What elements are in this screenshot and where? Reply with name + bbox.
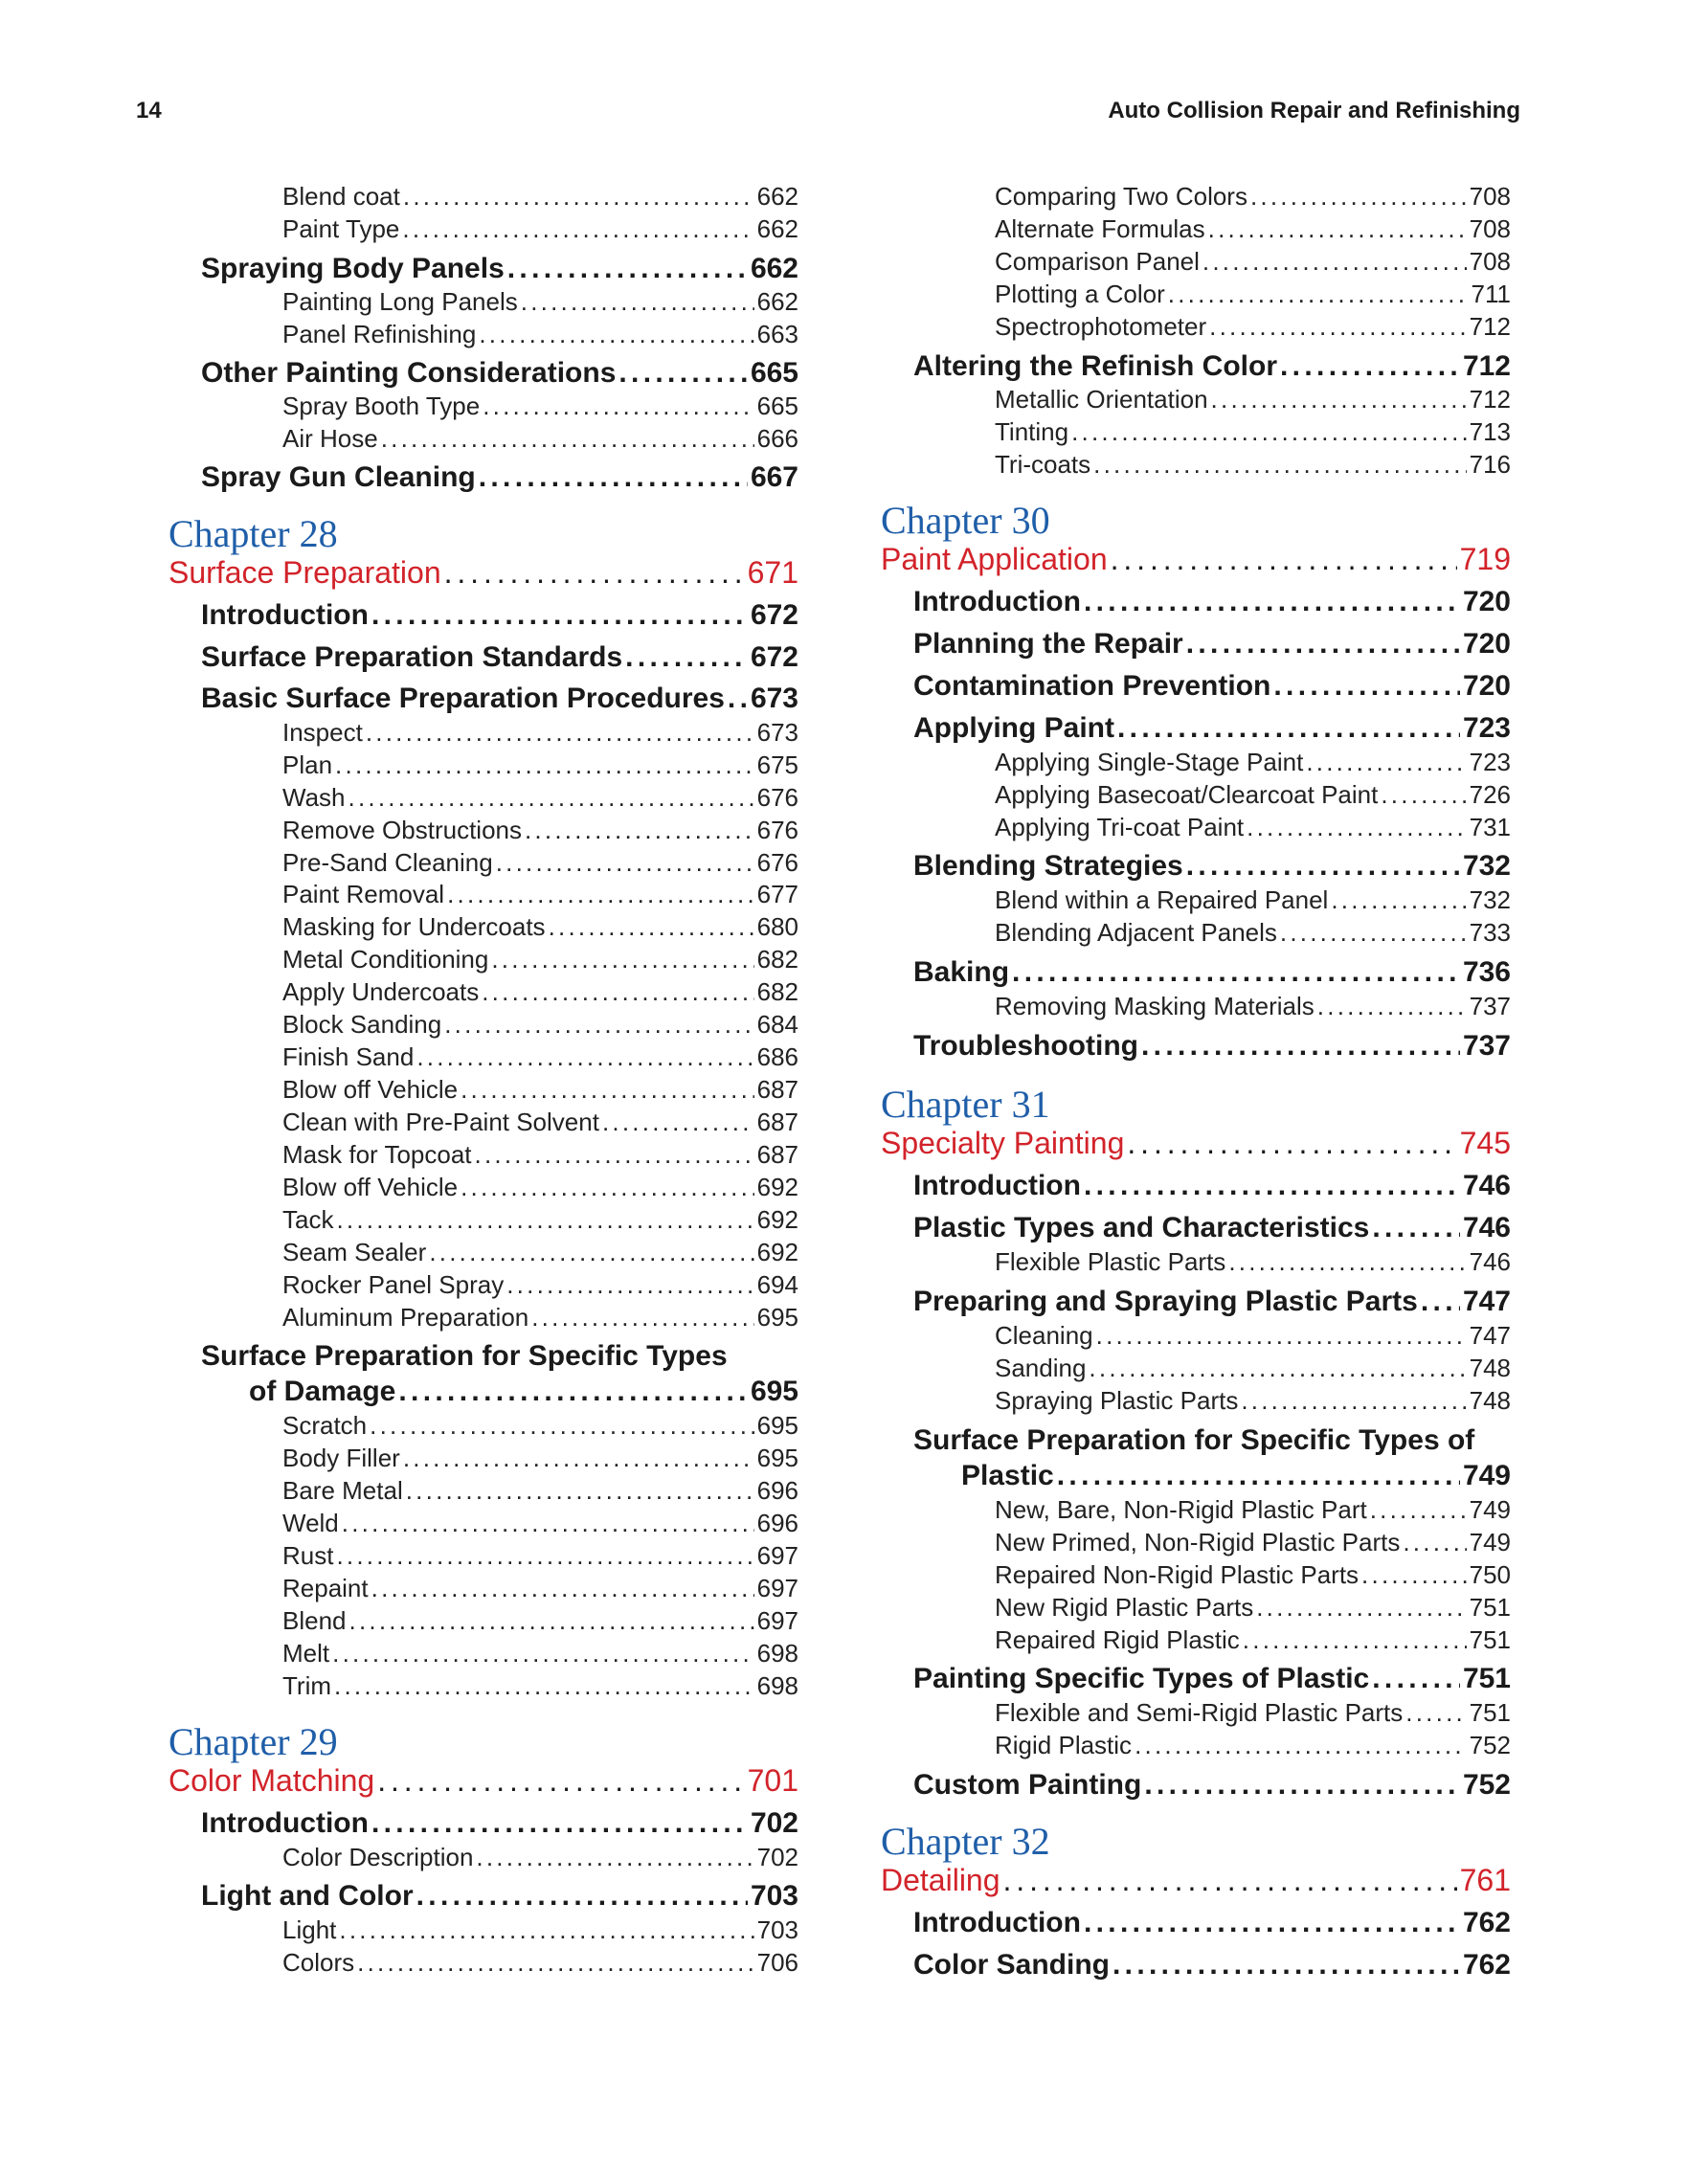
- chapter-title: Paint Application . . . 719: [881, 542, 1511, 577]
- chapter-label: Chapter 31: [881, 1083, 1050, 1126]
- toc-entry: Comparison Panel . . . 708: [995, 247, 1511, 277]
- toc-section: Spraying Body Panels . . . 662: [201, 253, 798, 285]
- toc-section: Surface Preparation Standards . . . 672: [201, 641, 798, 674]
- toc-section: Introduction . . . 672: [201, 599, 798, 632]
- toc-entry: Blend within a Repaired Panel . . . 732: [995, 885, 1511, 915]
- toc-entry: Masking for Undercoats . . . 680: [282, 912, 798, 942]
- toc-entry: Comparing Two Colors . . . 708: [995, 182, 1511, 212]
- toc-entry: Blow off Vehicle . . . 692: [282, 1173, 798, 1202]
- toc-entry: Flexible Plastic Parts . . . 746: [995, 1247, 1511, 1277]
- toc-entry: Apply Undercoats . . . 682: [282, 977, 798, 1007]
- chapter-label: Chapter 32: [881, 1820, 1050, 1863]
- toc-entry: Panel Refinishing . . . 663: [282, 320, 798, 349]
- toc-entry: Cleaning . . . 747: [995, 1321, 1511, 1351]
- toc-section: Contamination Prevention . . . 720: [913, 670, 1511, 703]
- toc-entry: Air Hose . . . 666: [282, 424, 798, 454]
- toc-section-line1: Surface Preparation for Specific Types: [201, 1340, 728, 1372]
- toc-section: Light and Color . . . 703: [201, 1880, 798, 1913]
- toc-entry: Tri-coats . . . 716: [995, 450, 1511, 480]
- toc-section-line1: Surface Preparation for Specific Types of: [913, 1424, 1475, 1456]
- toc-entry: Painting Long Panels . . . 662: [282, 287, 798, 317]
- toc-entry: Body Filler . . . 695: [282, 1444, 798, 1473]
- toc-entry: Repaired Rigid Plastic . . . 751: [995, 1625, 1511, 1655]
- toc-entry: Melt . . . 698: [282, 1639, 798, 1668]
- toc-entry: Mask for Topcoat . . . 687: [282, 1140, 798, 1170]
- toc-entry: Block Sanding . . . 684: [282, 1010, 798, 1040]
- toc-entry: Tack . . . 692: [282, 1205, 798, 1235]
- chapter-title: Color Matching . . . 701: [169, 1763, 798, 1799]
- page-header: [136, 98, 1520, 130]
- toc-entry: Blow off Vehicle . . . 687: [282, 1075, 798, 1105]
- toc-section: Applying Paint . . . 723: [913, 712, 1511, 745]
- toc-entry: Applying Single-Stage Paint . . . 723: [995, 748, 1511, 777]
- toc-entry: Trim . . . 698: [282, 1671, 798, 1701]
- toc-entry: Metallic Orientation . . . 712: [995, 385, 1511, 414]
- toc-section: Introduction . . . 720: [913, 586, 1511, 618]
- toc-section: Introduction . . . 762: [913, 1907, 1511, 1939]
- toc-entry: New Primed, Non-Rigid Plastic Parts . . . 749: [995, 1528, 1511, 1557]
- toc-entry: Removing Masking Materials . . . 737: [995, 992, 1511, 1021]
- toc-entry: Inspect . . . 673: [282, 718, 798, 748]
- toc-entry: New, Bare, Non-Rigid Plastic Part . . . 749: [995, 1495, 1511, 1525]
- toc-section: Custom Painting . . . 752: [913, 1769, 1511, 1802]
- toc-section: Blending Strategies . . . 732: [913, 850, 1511, 883]
- toc-section: of Damage . . . 695: [249, 1376, 798, 1408]
- chapter-title: Specialty Painting . . . 745: [881, 1126, 1511, 1161]
- toc-entry: Tinting . . . 713: [995, 417, 1511, 447]
- toc-entry: Repaint . . . 697: [282, 1574, 798, 1603]
- toc-section: Troubleshooting . . . 737: [913, 1030, 1511, 1063]
- toc-section: Introduction . . . 702: [201, 1807, 798, 1840]
- chapter-label: Chapter 30: [881, 499, 1050, 542]
- chapter-label: Chapter 29: [169, 1720, 338, 1763]
- running-title: Auto Collision Repair and Refinishing: [1108, 98, 1520, 123]
- toc-section: Spray Gun Cleaning . . . 667: [201, 461, 798, 494]
- toc-entry: Color Description . . . 702: [282, 1843, 798, 1872]
- toc-entry: Blending Adjacent Panels . . . 733: [995, 918, 1511, 948]
- toc-entry: New Rigid Plastic Parts . . . 751: [995, 1593, 1511, 1623]
- toc-section: Other Painting Considerations . . . 665: [201, 357, 798, 390]
- toc-entry: Rigid Plastic . . . 752: [995, 1731, 1511, 1760]
- toc-entry: Applying Tri-coat Paint . . . 731: [995, 813, 1511, 842]
- toc-entry: Paint Type . . . 662: [282, 214, 798, 244]
- toc-entry: Applying Basecoat/Clearcoat Paint . . . 726: [995, 780, 1511, 810]
- toc-section: Basic Surface Preparation Procedures . . . 673: [201, 683, 798, 715]
- toc-section: Baking . . . 736: [913, 956, 1511, 989]
- toc-entry: Blend coat . . . 662: [282, 182, 798, 212]
- toc-entry: Plotting a Color . . . 711: [995, 280, 1511, 309]
- toc-entry: Rocker Panel Spray . . . 694: [282, 1270, 798, 1300]
- toc-entry: Alternate Formulas . . . 708: [995, 214, 1511, 244]
- chapter-title: Detailing . . . 761: [881, 1863, 1511, 1898]
- toc-entry: Paint Removal . . . 677: [282, 880, 798, 909]
- toc-section: Planning the Repair . . . 720: [913, 628, 1511, 661]
- toc-section: Plastic . . . 749: [961, 1460, 1511, 1492]
- toc-entry: Weld . . . 696: [282, 1509, 798, 1538]
- toc-entry: Seam Sealer . . . 692: [282, 1238, 798, 1267]
- toc-entry: Scratch . . . 695: [282, 1411, 798, 1441]
- chapter-title: Surface Preparation . . . 671: [169, 555, 798, 591]
- toc-section: Preparing and Spraying Plastic Parts . . . 747: [913, 1286, 1511, 1318]
- toc-entry: Spray Booth Type . . . 665: [282, 392, 798, 421]
- toc-entry: Repaired Non-Rigid Plastic Parts . . . 750: [995, 1560, 1511, 1590]
- toc-entry: Sanding . . . 748: [995, 1354, 1511, 1383]
- toc-entry: Finish Sand . . . 686: [282, 1042, 798, 1072]
- chapter-label: Chapter 28: [169, 512, 338, 555]
- toc-entry: Light . . . 703: [282, 1915, 798, 1945]
- toc-entry: Rust . . . 697: [282, 1541, 798, 1571]
- toc-entry: Clean with Pre-Paint Solvent . . . 687: [282, 1108, 798, 1137]
- toc-entry: Wash . . . 676: [282, 783, 798, 813]
- toc-entry: Spectrophotometer . . . 712: [995, 312, 1511, 342]
- toc-entry: Colors . . . 706: [282, 1948, 798, 1978]
- toc-entry: Bare Metal . . . 696: [282, 1476, 798, 1506]
- toc-section: Painting Specific Types of Plastic . . . 751: [913, 1663, 1511, 1695]
- page-number: 14: [136, 98, 162, 123]
- toc-section: Color Sanding . . . 762: [913, 1949, 1511, 1982]
- toc-entry: Flexible and Semi-Rigid Plastic Parts . . . 751: [995, 1698, 1511, 1728]
- toc-entry: Blend . . . 697: [282, 1606, 798, 1636]
- toc-section: Altering the Refinish Color . . . 712: [913, 350, 1511, 383]
- toc-entry: Remove Obstructions . . . 676: [282, 816, 798, 845]
- toc-entry: Metal Conditioning . . . 682: [282, 945, 798, 974]
- toc-entry: Plan . . . 675: [282, 750, 798, 780]
- toc-section: Plastic Types and Characteristics . . . 746: [913, 1212, 1511, 1244]
- toc-entry: Aluminum Preparation . . . 695: [282, 1303, 798, 1332]
- toc-entry: Pre-Sand Cleaning . . . 676: [282, 848, 798, 878]
- toc-section: Introduction . . . 746: [913, 1170, 1511, 1202]
- toc-entry: Spraying Plastic Parts . . . 748: [995, 1386, 1511, 1416]
